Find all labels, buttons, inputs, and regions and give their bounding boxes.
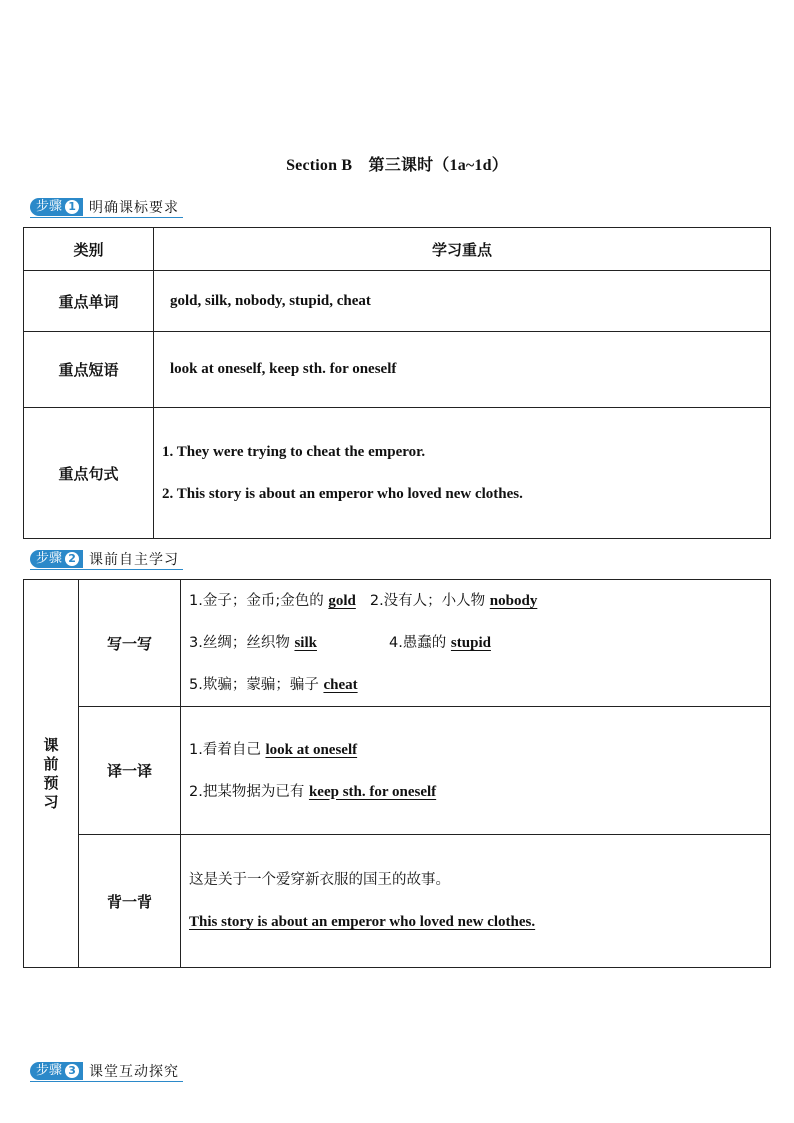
answer-gold: gold [328,593,356,609]
answer-silk: silk [294,635,317,651]
table-header-row [24,228,771,271]
row-value: gold, silk, nobody, stupid, cheat [154,271,771,332]
translate-line-2: 2.把某物据为已有 keep sth. for oneself [189,783,437,800]
answer-stupid: stupid [450,635,491,651]
answer-look-at-oneself: look at oneself [265,741,358,758]
row-category: 重点句式 [24,408,154,539]
step-number: 3 [65,1064,79,1078]
recite-content [181,835,771,968]
side-label-cell [24,580,79,968]
translate-label: 译一译 [79,707,181,835]
step-badge: 步骤 3 [30,1062,83,1080]
side-label: 课前预习 [43,735,59,811]
answer-keep-sth: keep sth. for oneself [308,783,437,800]
step-2-heading [30,549,183,570]
step-badge: 步骤 1 [30,198,83,216]
row-category: 重点单词 [24,271,154,332]
translate-line-1: 1.看着自己 look at oneself [189,741,358,758]
answer-cheat: cheat [323,677,358,693]
table-row [24,707,771,835]
recite-chinese: 这是关于一个爱穿新衣服的国王的故事。 [189,872,450,888]
row-value [154,408,771,539]
step-label: 明确课标要求 [89,200,180,216]
step-label: 课堂互动探究 [89,1064,180,1080]
curriculum-requirements-table [23,227,771,539]
table-row [24,580,771,707]
page-title: Section B 第三课时（1a~1d） [286,157,508,174]
table-row [24,408,771,539]
recite-english: This story is about an emperor who loved new clothes. [189,914,536,930]
header-category: 类别 [24,228,154,271]
write-line-3: 5.欺骗；蒙骗；骗子 cheat [189,677,358,693]
step-number: 1 [65,200,79,214]
preview-study-table [23,579,771,968]
table-row [24,332,771,408]
write-line-1: 1.金子；金币;金色的 gold 2.没有人；小人物 nobody [189,593,538,609]
step-label: 课前自主学习 [89,552,180,568]
write-content [181,580,771,707]
recite-label: 背一背 [79,835,181,968]
row-value: look at oneself, keep sth. for oneself [154,332,771,408]
table-row [24,271,771,332]
write-label: 写一写 [79,580,181,707]
key-sentence-1: 1. They were trying to cheat the emperor. [162,444,426,460]
step-number: 2 [65,552,79,566]
header-focus: 学习重点 [154,228,771,271]
key-sentence-2: 2. This story is about an emperor who loved new clothes. [162,486,523,502]
translate-content [181,707,771,835]
step-3-heading [30,1061,183,1082]
table-row [24,835,771,968]
row-category: 重点短语 [24,332,154,408]
step-1-heading [30,197,183,218]
step-badge: 步骤 2 [30,550,83,568]
answer-nobody: nobody [489,593,538,609]
write-line-2: 3.丝绸；丝织物 silk 4.愚蠢的 stupid [189,635,491,651]
